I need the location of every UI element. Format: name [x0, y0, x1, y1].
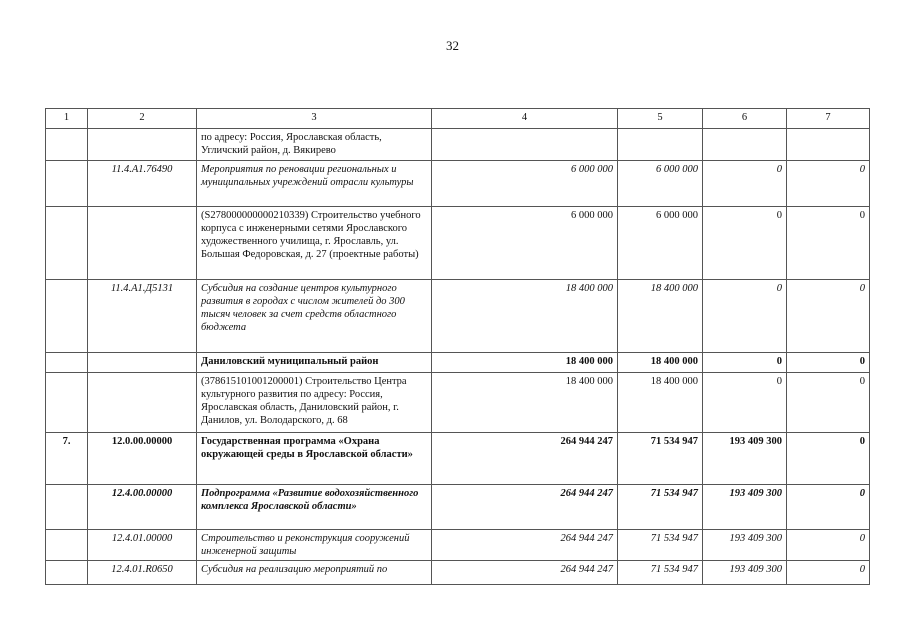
- cell-col7: 0: [787, 530, 870, 561]
- cell-total: 6 000 000: [432, 207, 618, 280]
- cell-total: 6 000 000: [432, 161, 618, 207]
- cell-col6: [703, 129, 787, 161]
- cell-total: 264 944 247: [432, 485, 618, 530]
- header-col-5: 5: [618, 109, 703, 129]
- cell-col6: 193 409 300: [703, 530, 787, 561]
- header-col-1: 1: [46, 109, 88, 129]
- table-row: [46, 129, 870, 161]
- cell-name: (378615101001200001) Строительство Центра культурного развития по адресу: Россия, Ярославская область, Даниловский район, г. Данилов, ул. Володарского, д. 68: [197, 373, 432, 433]
- cell-number: [46, 353, 88, 373]
- cell-total: 18 400 000: [432, 280, 618, 353]
- cell-name: Строительство и реконструкция сооружений инженерной защиты: [197, 530, 432, 561]
- table-row: [46, 161, 870, 207]
- cell-total: 18 400 000: [432, 353, 618, 373]
- header-row: [46, 109, 870, 129]
- page-number: 32: [446, 38, 459, 53]
- cell-col7: [787, 129, 870, 161]
- header-col-2: 2: [88, 109, 197, 129]
- cell-total: [432, 129, 618, 161]
- table-row: [46, 353, 870, 373]
- cell-col5: 18 400 000: [618, 353, 703, 373]
- cell-name: Мероприятия по реновации региональных и муниципальных учреждений отрасли культуры: [197, 161, 432, 207]
- cell-code: 12.0.00.00000: [88, 433, 197, 485]
- cell-col6: 0: [703, 207, 787, 280]
- cell-total: 264 944 247: [432, 433, 618, 485]
- budget-table: [45, 108, 870, 585]
- cell-col6: 0: [703, 373, 787, 433]
- cell-col5: 71 534 947: [618, 530, 703, 561]
- table-row: [46, 561, 870, 585]
- cell-name: Подпрограмма «Развитие водохозяйственного комплекса Ярославской области»: [197, 485, 432, 530]
- cell-code: 12.4.00.00000: [88, 485, 197, 530]
- cell-col6: 0: [703, 353, 787, 373]
- cell-col7: 0: [787, 207, 870, 280]
- cell-number: [46, 161, 88, 207]
- cell-code: 11.4.А1.Д5131: [88, 280, 197, 353]
- table-row: [46, 280, 870, 353]
- cell-code: 11.4.А1.76490: [88, 161, 197, 207]
- cell-number: [46, 485, 88, 530]
- cell-number: [46, 207, 88, 280]
- cell-total: 18 400 000: [432, 373, 618, 433]
- cell-col5: 18 400 000: [618, 373, 703, 433]
- cell-col7: 0: [787, 280, 870, 353]
- cell-col5: 71 534 947: [618, 485, 703, 530]
- cell-code: [88, 353, 197, 373]
- cell-code: 12.4.01.R0650: [88, 561, 197, 585]
- cell-name: Государственная программа «Охрана окружающей среды в Ярославской области»: [197, 433, 432, 485]
- cell-total: 264 944 247: [432, 561, 618, 585]
- cell-number: [46, 129, 88, 161]
- cell-col6: 193 409 300: [703, 433, 787, 485]
- cell-number: [46, 561, 88, 585]
- table-row: [46, 207, 870, 280]
- cell-col7: 0: [787, 485, 870, 530]
- cell-number: [46, 373, 88, 433]
- cell-name: Субсидия на создание центров культурного развития в городах с числом жителей до 300 тысяч человек за счет средств областного бюджета: [197, 280, 432, 353]
- table-row: [46, 485, 870, 530]
- cell-number: [46, 280, 88, 353]
- cell-number: 7.: [46, 433, 88, 485]
- cell-total: 264 944 247: [432, 530, 618, 561]
- cell-col5: [618, 129, 703, 161]
- cell-col6: 0: [703, 161, 787, 207]
- cell-code: [88, 373, 197, 433]
- cell-name: по адресу: Россия, Ярославская область, Угличский район, д. Вякирево: [197, 129, 432, 161]
- cell-number: [46, 530, 88, 561]
- table-row: [46, 530, 870, 561]
- cell-col6: 193 409 300: [703, 485, 787, 530]
- cell-name: Субсидия на реализацию мероприятий по: [197, 561, 432, 585]
- header-col-6: 6: [703, 109, 787, 129]
- cell-col6: 0: [703, 280, 787, 353]
- table-row: [46, 433, 870, 485]
- cell-col7: 0: [787, 433, 870, 485]
- cell-name: (S278000000000210339) Строительство учебного корпуса с инженерными сетями Ярославского художественного училища, г. Ярославль, ул. Большая Федоровская, д. 27 (проектные работы): [197, 207, 432, 280]
- cell-col6: 193 409 300: [703, 561, 787, 585]
- cell-col5: 18 400 000: [618, 280, 703, 353]
- cell-code: [88, 207, 197, 280]
- cell-col7: 0: [787, 373, 870, 433]
- cell-name: Даниловский муниципальный район: [197, 353, 432, 373]
- cell-code: 12.4.01.00000: [88, 530, 197, 561]
- cell-code: [88, 129, 197, 161]
- cell-col5: 71 534 947: [618, 561, 703, 585]
- header-col-7: 7: [787, 109, 870, 129]
- table-row: [46, 373, 870, 433]
- table-body: [46, 129, 870, 585]
- header-col-4: 4: [432, 109, 618, 129]
- header-col-3: 3: [197, 109, 432, 129]
- cell-col7: 0: [787, 561, 870, 585]
- cell-col7: 0: [787, 161, 870, 207]
- cell-col5: 6 000 000: [618, 161, 703, 207]
- cell-col7: 0: [787, 353, 870, 373]
- cell-col5: 71 534 947: [618, 433, 703, 485]
- cell-col5: 6 000 000: [618, 207, 703, 280]
